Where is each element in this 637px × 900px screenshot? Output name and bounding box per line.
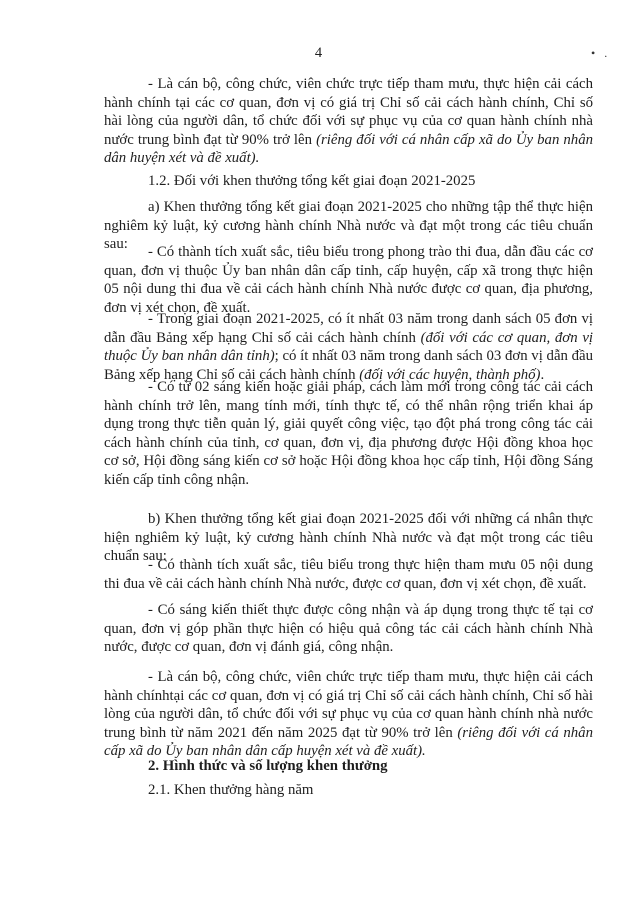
paragraph-a3-initiatives: - Có từ 02 sáng kiến hoặc giải pháp, cách làm mới trong công tác cải cách hành chính trở lên, mang tính mới, tính thực tế, có thể nhân rộng triển khai áp dụng trong thực tiễn quản lý, giải quyết công việc, tạo đột phá trong công tác cải cách hành chính của tỉnh, cơ quan, đơn vị, địa phương được Hội đồng khoa học cơ sở, Hội đồng sáng kiến cơ sở hoặc Hội đồng khoa học cấp tỉnh, Hội đồng Sáng kiến cấp tỉnh công nhận. <box>104 379 593 488</box>
heading-2-1: 2.1. Khen thưởng hàng năm <box>148 782 314 798</box>
paragraph-b3-officials: - Là cán bộ, công chức, viên chức trực tiếp tham mưu, thực hiện cải cách hành chínhtại các cơ quan, đơn vị có giá trị Chỉ số cải cách hành chính, Chỉ số hài lòng của người dân, tổ chức đối với sự phục vụ của cơ quan hành chính nhà nước trung bình từ năm 2021 đến năm 2025 đạt từ 90% trở lên (riêng đối với cá nhân cấp xã do Ủy ban nhân dân cấp huyện xét và đề xuất). <box>104 669 593 760</box>
paragraph-a-collective: a) Khen thưởng tổng kết giai đoạn 2021-2025 cho những tập thể thực hiện nghiêm kỷ luật, kỷ cương hành chính Nhà nước và đạt một trong các tiêu chuẩn sau: <box>104 199 593 253</box>
paragraph-a2-ranking: - Trong giai đoạn 2021-2025, có ít nhất 03 năm trong danh sách 05 đơn vị dẫn đầu Bảng xếp hạng Chỉ số cải cách hành chính (đối với các cơ quan, đơn vị thuộc Ủy ban nhân dân tỉnh); có ít nhất 03 năm trong danh sách 03 đơn vị dẫn đầu Bảng xếp hạng Chỉ số cải cách hành chính (đối với các huyện, thành phố). <box>104 311 593 383</box>
page-number: 4 <box>314 45 323 61</box>
paragraph-individual-criteria-annual: - Là cán bộ, công chức, viên chức trực tiếp tham mưu, thực hiện cải cách hành chính tại các cơ quan, đơn vị có giá trị Chỉ số cải cách hành chính, Chỉ số hài lòng của người dân, tổ chức đối với sự phục vụ của cơ quan hành chính nhà nước trung bình đạt từ 90% trở lên (riêng đối với cá nhân cấp xã do Ủy ban nhân dân huyện xét và đề xuất). <box>104 76 594 167</box>
paragraph-a1-outstanding: - Có thành tích xuất sắc, tiêu biểu trong phong trào thi đua, dẫn đầu các cơ quan, đơn vị thuộc Ủy ban nhân dân cấp tỉnh, cấp huyện, cấp xã trong thực hiện 05 nội dung thi đua về cải cách hành chính Nhà nước được cơ quan, địa phương, đơn vị xét chọn, đề xuất. <box>104 244 593 316</box>
paragraph-b1-outstanding: - Có thành tích xuất sắc, tiêu biểu trong thực hiện tham mưu 05 nội dung thi đua về cải cách hành chính Nhà nước, được cơ quan, đơn vị xét chọn, đề xuất. <box>104 557 593 592</box>
paragraph-b-individual: b) Khen thưởng tổng kết giai đoạn 2021-2025 đối với những cá nhân thực hiện nghiêm kỷ luật, kỷ cương hành chính Nhà nước và đạt một trong các tiêu chuẩn sau: <box>104 511 593 565</box>
corner-marks: • . <box>591 46 611 60</box>
heading-1-2: 1.2. Đối với khen thưởng tổng kết giai đoạn 2021-2025 <box>148 173 476 189</box>
paragraph-b2-initiative: - Có sáng kiến thiết thực được công nhận và áp dụng trong thực tế tại cơ quan, đơn vị góp phần thực hiện có hiệu quả công tác cải cách hành chính Nhà nước, được cơ quan, đơn vị đánh giá, công nhận. <box>104 602 593 656</box>
heading-2: 2. Hình thức và số lượng khen thưởng <box>148 758 388 774</box>
